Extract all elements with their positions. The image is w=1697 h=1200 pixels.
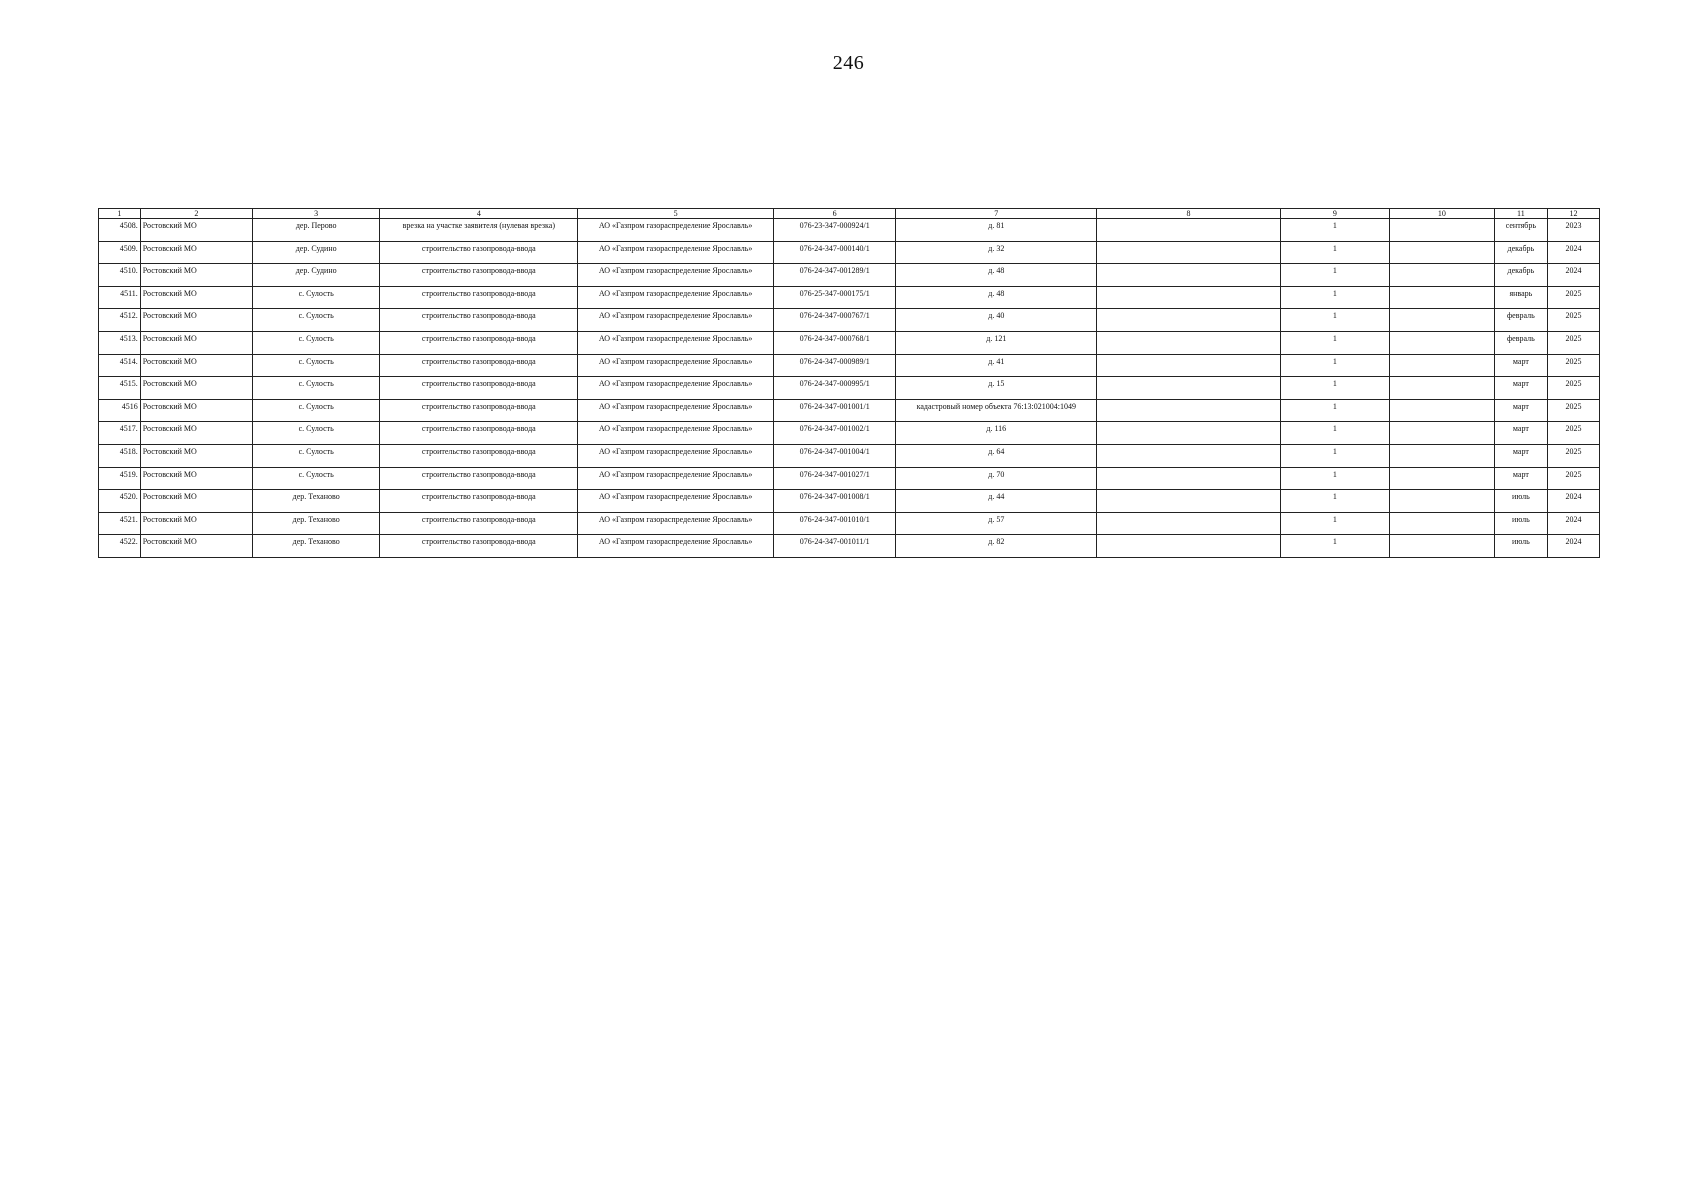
cell-address: д. 48 (896, 264, 1097, 287)
cell-settlement: с. Сулость (252, 377, 379, 400)
cell-settlement: дер. Судино (252, 241, 379, 264)
cell-address: д. 32 (896, 241, 1097, 264)
cell-month: март (1494, 354, 1547, 377)
cell-row-number: 4520. (99, 490, 141, 513)
cell-year: 2025 (1547, 422, 1599, 445)
cell-year: 2025 (1547, 377, 1599, 400)
col-header-9: 9 (1280, 209, 1389, 219)
cell-year: 2023 (1547, 219, 1599, 242)
cell-municipality: Ростовский МО (140, 399, 252, 422)
cell-organization: АО «Газпром газораспределение Ярославль» (578, 399, 774, 422)
cell-address-extra (1097, 309, 1281, 332)
table-row (99, 535, 1600, 558)
cell-settlement: дер. Перово (252, 219, 379, 242)
cell-organization: АО «Газпром газораспределение Ярославль» (578, 467, 774, 490)
cell-month: декабрь (1494, 241, 1547, 264)
cell-work-type: строительство газопровода-ввода (380, 264, 578, 287)
cell-municipality: Ростовский МО (140, 219, 252, 242)
cell-address: д. 64 (896, 444, 1097, 467)
cell-year: 2025 (1547, 444, 1599, 467)
cell-settlement: с. Сулость (252, 467, 379, 490)
cell-col-9-value: 1 (1280, 490, 1389, 513)
table-row (99, 354, 1600, 377)
page-number: 246 (832, 52, 865, 74)
cell-col-10-value (1389, 219, 1494, 242)
cell-address-extra (1097, 354, 1281, 377)
cell-address: д. 48 (896, 286, 1097, 309)
cell-settlement: дер. Судино (252, 264, 379, 287)
cell-col-10-value (1389, 309, 1494, 332)
cell-col-10-value (1389, 444, 1494, 467)
cell-municipality: Ростовский МО (140, 331, 252, 354)
cell-organization: АО «Газпром газораспределение Ярославль» (578, 535, 774, 558)
cell-organization: АО «Газпром газораспределение Ярославль» (578, 286, 774, 309)
cell-month: декабрь (1494, 264, 1547, 287)
col-header-11: 11 (1494, 209, 1547, 219)
cell-application-code: 076-24-347-001004/1 (774, 444, 896, 467)
cell-col-9-value: 1 (1280, 354, 1389, 377)
cell-application-code: 076-24-347-000768/1 (774, 331, 896, 354)
cell-address-extra (1097, 241, 1281, 264)
col-header-4: 4 (380, 209, 578, 219)
cell-application-code: 076-23-347-000924/1 (774, 219, 896, 242)
cell-col-10-value (1389, 399, 1494, 422)
cell-municipality: Ростовский МО (140, 535, 252, 558)
cell-month: сентябрь (1494, 219, 1547, 242)
table-row (99, 512, 1600, 535)
cell-address: д. 70 (896, 467, 1097, 490)
cell-work-type: строительство газопровода-ввода (380, 331, 578, 354)
col-header-10: 10 (1389, 209, 1494, 219)
cell-settlement: дер. Теханово (252, 512, 379, 535)
cell-month: июль (1494, 512, 1547, 535)
cell-col-10-value (1389, 512, 1494, 535)
cell-address-extra (1097, 535, 1281, 558)
cell-col-9-value: 1 (1280, 512, 1389, 535)
cell-application-code: 076-24-347-001001/1 (774, 399, 896, 422)
cell-year: 2025 (1547, 309, 1599, 332)
cell-month: март (1494, 467, 1547, 490)
cell-work-type: врезка на участке заявителя (нулевая врезка) (380, 219, 578, 242)
cell-col-9-value: 1 (1280, 377, 1389, 400)
cell-row-number: 4522. (99, 535, 141, 558)
cell-address: кадастровый номер объекта 76:13:021004:1049 (896, 399, 1097, 422)
cell-row-number: 4508. (99, 219, 141, 242)
cell-col-10-value (1389, 490, 1494, 513)
table-row (99, 309, 1600, 332)
cell-work-type: строительство газопровода-ввода (380, 490, 578, 513)
cell-application-code: 076-24-347-000767/1 (774, 309, 896, 332)
cell-address: д. 44 (896, 490, 1097, 513)
cell-work-type: строительство газопровода-ввода (380, 399, 578, 422)
cell-address-extra (1097, 467, 1281, 490)
cell-row-number: 4510. (99, 264, 141, 287)
cell-address: д. 82 (896, 535, 1097, 558)
cell-address-extra (1097, 444, 1281, 467)
cell-municipality: Ростовский МО (140, 422, 252, 445)
cell-organization: АО «Газпром газораспределение Ярославль» (578, 264, 774, 287)
cell-row-number: 4521. (99, 512, 141, 535)
cell-address: д. 81 (896, 219, 1097, 242)
table-row (99, 241, 1600, 264)
cell-year: 2024 (1547, 535, 1599, 558)
cell-col-10-value (1389, 377, 1494, 400)
cell-col-9-value: 1 (1280, 219, 1389, 242)
cell-application-code: 076-24-347-000140/1 (774, 241, 896, 264)
table-row (99, 377, 1600, 400)
cell-municipality: Ростовский МО (140, 354, 252, 377)
cell-row-number: 4509. (99, 241, 141, 264)
cell-work-type: строительство газопровода-ввода (380, 354, 578, 377)
cell-application-code: 076-24-347-001008/1 (774, 490, 896, 513)
cell-address-extra (1097, 512, 1281, 535)
table-row (99, 286, 1600, 309)
cell-settlement: дер. Теханово (252, 490, 379, 513)
col-header-2: 2 (140, 209, 252, 219)
cell-work-type: строительство газопровода-ввода (380, 535, 578, 558)
table-body (99, 219, 1600, 558)
cell-address: д. 41 (896, 354, 1097, 377)
cell-year: 2025 (1547, 286, 1599, 309)
cell-row-number: 4517. (99, 422, 141, 445)
cell-address-extra (1097, 264, 1281, 287)
cell-month: март (1494, 399, 1547, 422)
cell-col-10-value (1389, 422, 1494, 445)
cell-row-number: 4516 (99, 399, 141, 422)
cell-work-type: строительство газопровода-ввода (380, 286, 578, 309)
col-header-12: 12 (1547, 209, 1599, 219)
cell-work-type: строительство газопровода-ввода (380, 241, 578, 264)
cell-row-number: 4511. (99, 286, 141, 309)
cell-organization: АО «Газпром газораспределение Ярославль» (578, 219, 774, 242)
cell-col-9-value: 1 (1280, 286, 1389, 309)
cell-work-type: строительство газопровода-ввода (380, 512, 578, 535)
cell-application-code: 076-24-347-001289/1 (774, 264, 896, 287)
cell-col-10-value (1389, 535, 1494, 558)
cell-municipality: Ростовский МО (140, 264, 252, 287)
cell-col-10-value (1389, 264, 1494, 287)
cell-month: февраль (1494, 331, 1547, 354)
cell-settlement: с. Сулость (252, 286, 379, 309)
cell-address-extra (1097, 219, 1281, 242)
cell-col-10-value (1389, 241, 1494, 264)
cell-settlement: с. Сулость (252, 444, 379, 467)
cell-col-9-value: 1 (1280, 535, 1389, 558)
cell-settlement: с. Сулость (252, 309, 379, 332)
cell-col-10-value (1389, 286, 1494, 309)
cell-col-9-value: 1 (1280, 444, 1389, 467)
table-row (99, 331, 1600, 354)
cell-organization: АО «Газпром газораспределение Ярославль» (578, 309, 774, 332)
cell-col-9-value: 1 (1280, 309, 1389, 332)
col-header-8: 8 (1097, 209, 1281, 219)
cell-address-extra (1097, 422, 1281, 445)
cell-application-code: 076-24-347-001027/1 (774, 467, 896, 490)
cell-address-extra (1097, 286, 1281, 309)
cell-row-number: 4514. (99, 354, 141, 377)
cell-address: д. 15 (896, 377, 1097, 400)
cell-work-type: строительство газопровода-ввода (380, 422, 578, 445)
cell-row-number: 4513. (99, 331, 141, 354)
cell-application-code: 076-24-347-000989/1 (774, 354, 896, 377)
cell-address-extra (1097, 490, 1281, 513)
table-row (99, 490, 1600, 513)
cell-address-extra (1097, 399, 1281, 422)
cell-municipality: Ростовский МО (140, 444, 252, 467)
cell-address: д. 116 (896, 422, 1097, 445)
cell-col-9-value: 1 (1280, 422, 1389, 445)
cell-month: январь (1494, 286, 1547, 309)
cell-settlement: с. Сулость (252, 399, 379, 422)
cell-year: 2025 (1547, 399, 1599, 422)
cell-address: д. 121 (896, 331, 1097, 354)
cell-application-code: 076-24-347-001011/1 (774, 535, 896, 558)
cell-row-number: 4515. (99, 377, 141, 400)
column-number-row (99, 209, 1600, 219)
cell-work-type: строительство газопровода-ввода (380, 377, 578, 400)
cell-col-10-value (1389, 354, 1494, 377)
cell-col-10-value (1389, 467, 1494, 490)
cell-col-9-value: 1 (1280, 241, 1389, 264)
cell-work-type: строительство газопровода-ввода (380, 467, 578, 490)
cell-application-code: 076-25-347-000175/1 (774, 286, 896, 309)
col-header-5: 5 (578, 209, 774, 219)
cell-application-code: 076-24-347-000995/1 (774, 377, 896, 400)
cell-organization: АО «Газпром газораспределение Ярославль» (578, 422, 774, 445)
cell-address-extra (1097, 331, 1281, 354)
col-header-3: 3 (252, 209, 379, 219)
cell-application-code: 076-24-347-001002/1 (774, 422, 896, 445)
cell-col-10-value (1389, 331, 1494, 354)
cell-organization: АО «Газпром газораспределение Ярославль» (578, 331, 774, 354)
cell-organization: АО «Газпром газораспределение Ярославль» (578, 354, 774, 377)
cell-settlement: дер. Теханово (252, 535, 379, 558)
cell-municipality: Ростовский МО (140, 309, 252, 332)
cell-row-number: 4519. (99, 467, 141, 490)
cell-year: 2025 (1547, 467, 1599, 490)
table-row (99, 467, 1600, 490)
cell-year: 2025 (1547, 331, 1599, 354)
cell-month: март (1494, 377, 1547, 400)
col-header-1: 1 (99, 209, 141, 219)
table-row (99, 422, 1600, 445)
cell-year: 2025 (1547, 354, 1599, 377)
table-row (99, 399, 1600, 422)
cell-year: 2024 (1547, 264, 1599, 287)
cell-organization: АО «Газпром газораспределение Ярославль» (578, 377, 774, 400)
gasification-table (98, 208, 1600, 558)
cell-municipality: Ростовский МО (140, 286, 252, 309)
cell-year: 2024 (1547, 490, 1599, 513)
cell-settlement: с. Сулость (252, 331, 379, 354)
cell-application-code: 076-24-347-001010/1 (774, 512, 896, 535)
table-row (99, 264, 1600, 287)
cell-settlement: с. Сулость (252, 354, 379, 377)
cell-municipality: Ростовский МО (140, 377, 252, 400)
cell-col-9-value: 1 (1280, 399, 1389, 422)
cell-year: 2024 (1547, 512, 1599, 535)
cell-municipality: Ростовский МО (140, 467, 252, 490)
col-header-7: 7 (896, 209, 1097, 219)
cell-col-9-value: 1 (1280, 331, 1389, 354)
cell-organization: АО «Газпром газораспределение Ярославль» (578, 490, 774, 513)
cell-year: 2024 (1547, 241, 1599, 264)
cell-address: д. 40 (896, 309, 1097, 332)
cell-work-type: строительство газопровода-ввода (380, 309, 578, 332)
cell-row-number: 4512. (99, 309, 141, 332)
cell-organization: АО «Газпром газораспределение Ярославль» (578, 241, 774, 264)
cell-month: июль (1494, 535, 1547, 558)
cell-month: февраль (1494, 309, 1547, 332)
cell-month: июль (1494, 490, 1547, 513)
cell-row-number: 4518. (99, 444, 141, 467)
cell-col-9-value: 1 (1280, 264, 1389, 287)
cell-municipality: Ростовский МО (140, 490, 252, 513)
cell-municipality: Ростовский МО (140, 512, 252, 535)
cell-address-extra (1097, 377, 1281, 400)
table-row (99, 219, 1600, 242)
cell-municipality: Ростовский МО (140, 241, 252, 264)
cell-settlement: с. Сулость (252, 422, 379, 445)
cell-month: март (1494, 422, 1547, 445)
cell-col-9-value: 1 (1280, 467, 1389, 490)
cell-address: д. 57 (896, 512, 1097, 535)
table-row (99, 444, 1600, 467)
cell-organization: АО «Газпром газораспределение Ярославль» (578, 512, 774, 535)
cell-month: март (1494, 444, 1547, 467)
col-header-6: 6 (774, 209, 896, 219)
cell-work-type: строительство газопровода-ввода (380, 444, 578, 467)
cell-organization: АО «Газпром газораспределение Ярославль» (578, 444, 774, 467)
